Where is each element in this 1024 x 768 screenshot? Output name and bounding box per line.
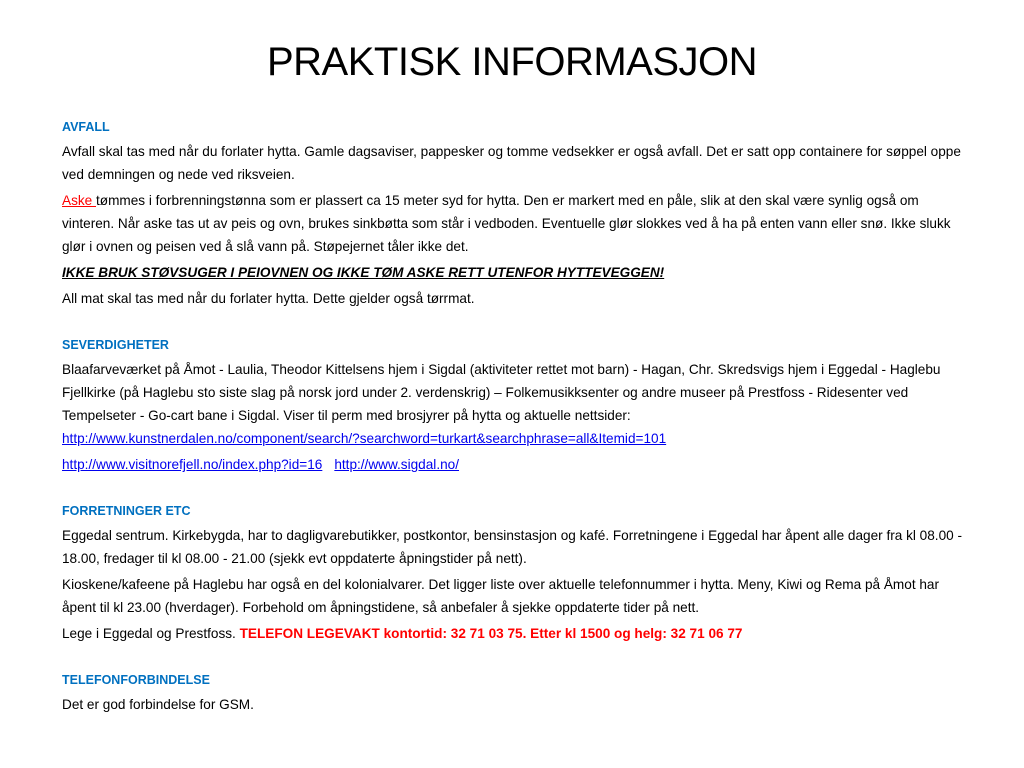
- document-body: [62, 118, 967, 719]
- legevakt-phone: TELEFON LEGEVAKT kontortid: 32 71 03 75. Etter kl 1500 og helg: 32 71 06 77: [239, 626, 743, 641]
- severdigheter-text: Blaafarveværket på Åmot - Laulia, Theodor Kittelsens hjem i Sigdal (aktiviteter rettet mot barn) - Hagan, Chr. Skredsvigs hjem i Eggedal - Haglebu Fjellkirke (på Haglebu sto siste slag på norsk jord under 2. verdenskrig) – Folkemusikksenter og andre museer på Prestfoss - Ridesenter ved Tempelseter - Go-cart bane i Sigdal. Viser til perm med brosjyrer på hytta og aktuelle nettsider:: [62, 362, 941, 423]
- severdigheter-paragraph: [62, 358, 967, 450]
- avfall-warning: IKKE BRUK STØVSUGER I PEIOVNEN OG IKKE TØM ASKE RETT UTENFOR HYTTEVEGGEN!: [62, 265, 665, 280]
- forretninger-paragraph-2: Kioskene/kafeene på Haglebu har også en del kolonialvarer. Det ligger liste over aktuelle telefonnummer i hytta. Meny, Kiwi og Rema på Åmot har åpent til kl 23.00 (hverdager). Forbehold om åpningstidene, så anbefaler å sjekke oppdaterte tider på nett.: [62, 577, 940, 615]
- section-heading-avfall: AVFALL: [62, 120, 110, 134]
- avfall-paragraph-2: [62, 189, 967, 258]
- page-title: PRAKTISK INFORMASJON: [266, 40, 758, 84]
- forretninger-paragraph-1: Eggedal sentrum. Kirkebygda, har to dagligvarebutikker, postkontor, bensinstasjon og kafé. Forretningene i Eggedal har åpent alle dager fra kl 08.00 - 18.00, fredager til kl 08.00 - 21.00 (sjekk evt oppdaterte åpningstider på nett).: [62, 528, 963, 566]
- severdigheter-links: [62, 453, 967, 476]
- avfall-paragraph-1: Avfall skal tas med når du forlater hytta. Gamle dagsaviser, pappesker og tomme vedsekker er også avfall. Det er satt opp containere for søppel oppe ved demningen og nede ved riksveien.: [62, 144, 961, 182]
- kunstnerdalen-link[interactable]: http://www.kunstnerdalen.no/component/search/?searchword=turkart&searchphrase=all&Itemid=101: [62, 431, 667, 446]
- section-heading-forretninger: FORRETNINGER ETC: [62, 504, 191, 518]
- avfall-paragraph-3: All mat skal tas med når du forlater hytta. Dette gjelder også tørrmat.: [62, 291, 475, 306]
- lege-text: Lege i Eggedal og Prestfoss.: [62, 626, 240, 641]
- visitnorefjell-link[interactable]: http://www.visitnorefjell.no/index.php?id=16: [62, 457, 323, 472]
- telefon-paragraph: Det er god forbindelse for GSM.: [62, 697, 254, 712]
- aske-word: Aske: [62, 193, 96, 208]
- section-heading-telefon: TELEFONFORBINDELSE: [62, 673, 210, 687]
- forretninger-paragraph-3: [62, 622, 967, 645]
- section-heading-severdigheter: SEVERDIGHETER: [62, 338, 169, 352]
- sigdal-link[interactable]: http://www.sigdal.no/: [334, 457, 460, 472]
- aske-text: tømmes i forbrenningstønna som er plassert ca 15 meter syd for hytta. Den er markert med en påle, slik at den skal være synlig også om vinteren. Når aske tas ut av peis og ovn, brukes sinkbøtta som står i vedboden. Eventuelle glør slokkes ved å ha på enten vann eller snø. Ikke slukk glør i ovnen og peisen ved å slå vann på. Støpejernet tåler ikke det.: [62, 193, 951, 254]
